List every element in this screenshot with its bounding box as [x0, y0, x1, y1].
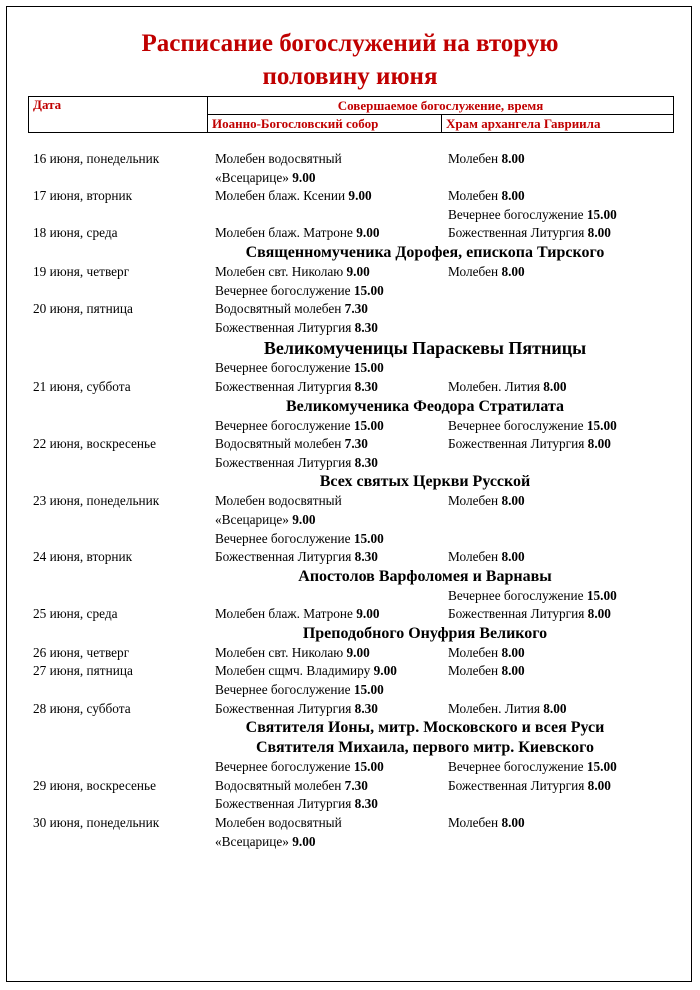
page-title [0, 27, 700, 93]
header-service: Совершаемое богослужение, время [208, 97, 674, 115]
date-cell [33, 378, 131, 397]
schedule-row [0, 206, 700, 225]
cathedral-service-time: 8.30 [354, 454, 378, 470]
church-service [448, 224, 611, 243]
title-line-2: половину июня [262, 63, 438, 90]
cathedral-service [215, 417, 384, 436]
schedule-row [0, 758, 700, 777]
church-service [448, 548, 525, 567]
cathedral-service-time: 15.00 [353, 360, 384, 376]
date-cell [33, 644, 129, 663]
schedule-row [0, 263, 700, 282]
cathedral-service-text: Водосвятный молебен [215, 777, 345, 793]
date-cell-text: 20 июня, пятница [33, 301, 133, 317]
date-cell [33, 492, 159, 511]
cathedral-service [215, 282, 384, 301]
church-service [448, 378, 567, 397]
cathedral-service-text: Божественная Литургия [215, 700, 355, 716]
cathedral-service [215, 795, 378, 814]
cathedral-service [215, 454, 378, 473]
church-service-time: 15.00 [586, 417, 617, 433]
schedule-row [0, 511, 700, 530]
church-service-text: Божественная Литургия [448, 777, 588, 793]
feast-heading: Преподобного Онуфрия Великого [302, 624, 548, 642]
header-church: Храм архангела Гавриила [442, 115, 674, 133]
date-cell [33, 435, 156, 454]
schedule-row [0, 417, 700, 436]
schedule-row [0, 662, 700, 681]
date-cell-text: 28 июня, суббота [33, 700, 131, 716]
cathedral-service [215, 605, 380, 624]
cathedral-service [215, 814, 342, 833]
schedule-row [0, 224, 700, 243]
date-cell [33, 662, 133, 681]
church-service-time: 8.00 [543, 378, 567, 394]
church-service [448, 206, 617, 225]
church-service [448, 492, 525, 511]
schedule-header [28, 96, 674, 133]
church-service [448, 417, 617, 436]
church-service-time: 8.00 [587, 606, 611, 622]
cathedral-service [215, 435, 368, 454]
cathedral-service-text: Божественная Литургия [215, 454, 355, 470]
church-service [448, 587, 617, 606]
cathedral-service [215, 777, 368, 796]
schedule-row [0, 492, 700, 511]
date-cell-text: 22 июня, воскресенье [33, 436, 157, 452]
header-date: Дата [29, 97, 208, 133]
church-service [448, 150, 525, 169]
date-cell [33, 187, 132, 206]
date-cell [33, 605, 118, 624]
church-service-time: 8.00 [501, 815, 525, 831]
schedule-row [0, 150, 700, 169]
church-service-time: 8.00 [501, 549, 525, 565]
date-cell-text: 26 июня, четверг [33, 644, 130, 660]
cathedral-service-time: 9.00 [356, 225, 380, 241]
church-service-time: 8.00 [501, 263, 525, 279]
schedule-row [0, 548, 700, 567]
church-service [448, 777, 611, 796]
cathedral-service [215, 644, 370, 663]
cathedral-service-time: 7.30 [344, 301, 368, 317]
cathedral-service-time: 15.00 [353, 282, 384, 298]
schedule-row [0, 833, 700, 852]
church-service-text: Божественная Литургия [448, 606, 588, 622]
schedule-row [0, 378, 700, 397]
church-service-text: Молебен [448, 663, 502, 679]
cathedral-service-time: 8.30 [354, 700, 378, 716]
schedule-row [0, 530, 700, 549]
church-service-text: Молебен [448, 493, 502, 509]
date-cell-text: 17 июня, вторник [33, 188, 133, 204]
cathedral-service [215, 681, 384, 700]
schedule-row [0, 169, 700, 188]
cathedral-service [215, 700, 378, 719]
cathedral-service-text: Вечернее богослужение [215, 360, 354, 376]
schedule-row [0, 359, 700, 378]
church-service-time: 8.00 [501, 188, 525, 204]
feast-heading: Святителя Ионы, митр. Московского и всея Руси [245, 719, 605, 737]
cathedral-service-time: 8.30 [354, 796, 378, 812]
schedule-row [0, 282, 700, 301]
cathedral-service [215, 300, 368, 319]
title-line-1: Расписание богослужений на вторую [141, 30, 559, 57]
cathedral-service-time: 8.30 [354, 378, 378, 394]
cathedral-service-time: 9.00 [292, 169, 316, 185]
cathedral-service-text: «Всецарице» [215, 511, 293, 527]
cathedral-service [215, 548, 378, 567]
cathedral-service-text: Божественная Литургия [215, 549, 355, 565]
cathedral-service-time: 7.30 [344, 436, 368, 452]
date-cell-text: 27 июня, пятница [33, 663, 133, 679]
church-service [448, 644, 525, 663]
cathedral-service [215, 187, 372, 206]
church-service-text: Молебен [448, 549, 502, 565]
cathedral-service [215, 378, 378, 397]
cathedral-service-text: Молебен водосвятный [215, 815, 342, 831]
church-service-text: Молебен. Лития [448, 700, 544, 716]
feast-heading: Священномученика Дорофея, епископа Тирского [245, 243, 605, 261]
cathedral-service-time: 15.00 [353, 530, 384, 546]
church-service-time: 15.00 [586, 759, 617, 775]
church-service-text: Вечернее богослужение [448, 206, 587, 222]
date-cell-text: 18 июня, среда [33, 225, 118, 241]
schedule-row [0, 795, 700, 814]
church-service-text: Вечернее богослужение [448, 587, 587, 603]
date-cell [33, 263, 129, 282]
church-service-text: Молебен [448, 263, 502, 279]
cathedral-service-text: Вечернее богослужение [215, 682, 354, 698]
schedule-row [0, 814, 700, 833]
cathedral-service-text: Вечернее богослужение [215, 417, 354, 433]
church-service-text: Молебен [448, 815, 502, 831]
date-cell-text: 25 июня, среда [33, 606, 118, 622]
feast-heading: Всех святых Церкви Русской [319, 473, 531, 491]
feast-heading: Великомученика Феодора Стратилата [285, 397, 565, 415]
cathedral-service-text: Вечернее богослужение [215, 759, 354, 775]
cathedral-service [215, 224, 380, 243]
header-cathedral: Иоанно-Богословский собор [208, 115, 442, 133]
date-cell-text: 30 июня, понедельник [33, 815, 160, 831]
church-service-text: Вечернее богослужение [448, 417, 587, 433]
schedule-row [0, 187, 700, 206]
cathedral-service-text: Молебен сщмч. Владимиру [215, 663, 374, 679]
cathedral-service [215, 833, 316, 852]
church-service-text: Божественная Литургия [448, 436, 588, 452]
cathedral-service [215, 758, 384, 777]
church-service-time: 8.00 [587, 225, 611, 241]
schedule-row [0, 300, 700, 319]
church-service-time: 8.00 [543, 700, 567, 716]
church-service-text: Вечернее богослужение [448, 759, 587, 775]
date-cell [33, 150, 159, 169]
schedule-row [0, 777, 700, 796]
church-service-text: Молебен [448, 151, 502, 166]
schedule-row [0, 319, 700, 338]
cathedral-service-text: Молебен свт. Николаю [215, 263, 347, 279]
cathedral-service [215, 319, 378, 338]
date-cell-text: 21 июня, суббота [33, 378, 131, 394]
cathedral-service-text: Молебен водосвятный [215, 493, 342, 509]
church-service-time: 8.00 [501, 151, 525, 166]
cathedral-service-text: Молебен водосвятный [215, 151, 342, 166]
cathedral-service [215, 530, 384, 549]
church-service-text: Божественная Литургия [448, 225, 588, 241]
date-cell [33, 300, 133, 319]
cathedral-service [215, 511, 316, 530]
schedule-row [0, 681, 700, 700]
cathedral-service-text: Молебен свт. Николаю [215, 644, 347, 660]
cathedral-service-text: Водосвятный молебен [215, 301, 345, 317]
cathedral-service-time: 8.30 [354, 319, 378, 335]
cathedral-service-time: 9.00 [348, 188, 372, 204]
cathedral-service-text: Божественная Литургия [215, 796, 355, 812]
cathedral-service [215, 359, 384, 378]
cathedral-service-text: Божественная Литургия [215, 319, 355, 335]
date-cell [33, 700, 131, 719]
date-cell-text: 24 июня, вторник [33, 549, 133, 565]
church-service [448, 758, 617, 777]
church-service-time: 8.00 [501, 493, 525, 509]
cathedral-service-time: 15.00 [353, 682, 384, 698]
date-cell [33, 777, 156, 796]
feast-heading: Святителя Михаила, первого митр. Киевского [255, 739, 595, 757]
cathedral-service-text: Божественная Литургия [215, 378, 355, 394]
church-service [448, 435, 611, 454]
cathedral-service-text: Молебен блаж. Ксении [215, 188, 349, 204]
cathedral-service-text: «Всецарице» [215, 169, 293, 185]
schedule-row [0, 644, 700, 663]
cathedral-service-text: Водосвятный молебен [215, 436, 345, 452]
date-cell [33, 224, 118, 243]
cathedral-service-time: 9.00 [346, 644, 370, 660]
cathedral-service-text: Молебен блаж. Матроне [215, 606, 357, 622]
cathedral-service [215, 492, 342, 511]
church-service-text: Молебен [448, 644, 502, 660]
cathedral-service-text: Молебен блаж. Матроне [215, 225, 357, 241]
church-service [448, 605, 611, 624]
schedule-row [0, 435, 700, 454]
church-service-time: 8.00 [587, 777, 611, 793]
schedule-row [0, 587, 700, 606]
feast-heading: Великомученицы Параскевы Пятницы [263, 338, 587, 359]
church-service-time: 8.00 [501, 644, 525, 660]
cathedral-service-time: 8.30 [354, 549, 378, 565]
date-cell-text: 16 июня, понедельник [33, 151, 160, 166]
date-cell-text: 29 июня, воскресенье [33, 777, 157, 793]
cathedral-service-time: 15.00 [353, 417, 384, 433]
cathedral-service-text: Вечернее богослужение [215, 282, 354, 298]
cathedral-service [215, 150, 342, 169]
cathedral-service-time: 9.00 [292, 511, 316, 527]
church-service [448, 263, 525, 282]
date-cell [33, 814, 159, 833]
church-service-time: 8.00 [587, 436, 611, 452]
cathedral-service-time: 7.30 [344, 777, 368, 793]
cathedral-service-time: 9.00 [292, 833, 316, 849]
schedule-row [0, 700, 700, 719]
church-service-time: 15.00 [586, 206, 617, 222]
cathedral-service [215, 169, 316, 188]
cathedral-service-time: 9.00 [346, 263, 370, 279]
church-service [448, 187, 525, 206]
cathedral-service [215, 662, 397, 681]
cathedral-service-text: Вечернее богослужение [215, 530, 354, 546]
church-service-text: Молебен. Лития [448, 378, 544, 394]
church-service [448, 662, 525, 681]
schedule-row [0, 605, 700, 624]
date-cell-text: 19 июня, четверг [33, 263, 130, 279]
church-service [448, 700, 567, 719]
schedule-body [0, 150, 700, 851]
schedule-row [0, 454, 700, 473]
church-service-text: Молебен [448, 188, 502, 204]
church-service-time: 8.00 [501, 663, 525, 679]
cathedral-service-text: «Всецарице» [215, 833, 293, 849]
church-service [448, 814, 525, 833]
cathedral-service [215, 263, 370, 282]
cathedral-service-time: 15.00 [353, 759, 384, 775]
cathedral-service-time: 9.00 [356, 606, 380, 622]
feast-heading: Апостолов Варфоломея и Варнавы [298, 567, 552, 585]
date-cell [33, 548, 132, 567]
church-service-time: 15.00 [586, 587, 617, 603]
cathedral-service-time: 9.00 [373, 663, 397, 679]
date-cell-text: 23 июня, понедельник [33, 493, 160, 509]
